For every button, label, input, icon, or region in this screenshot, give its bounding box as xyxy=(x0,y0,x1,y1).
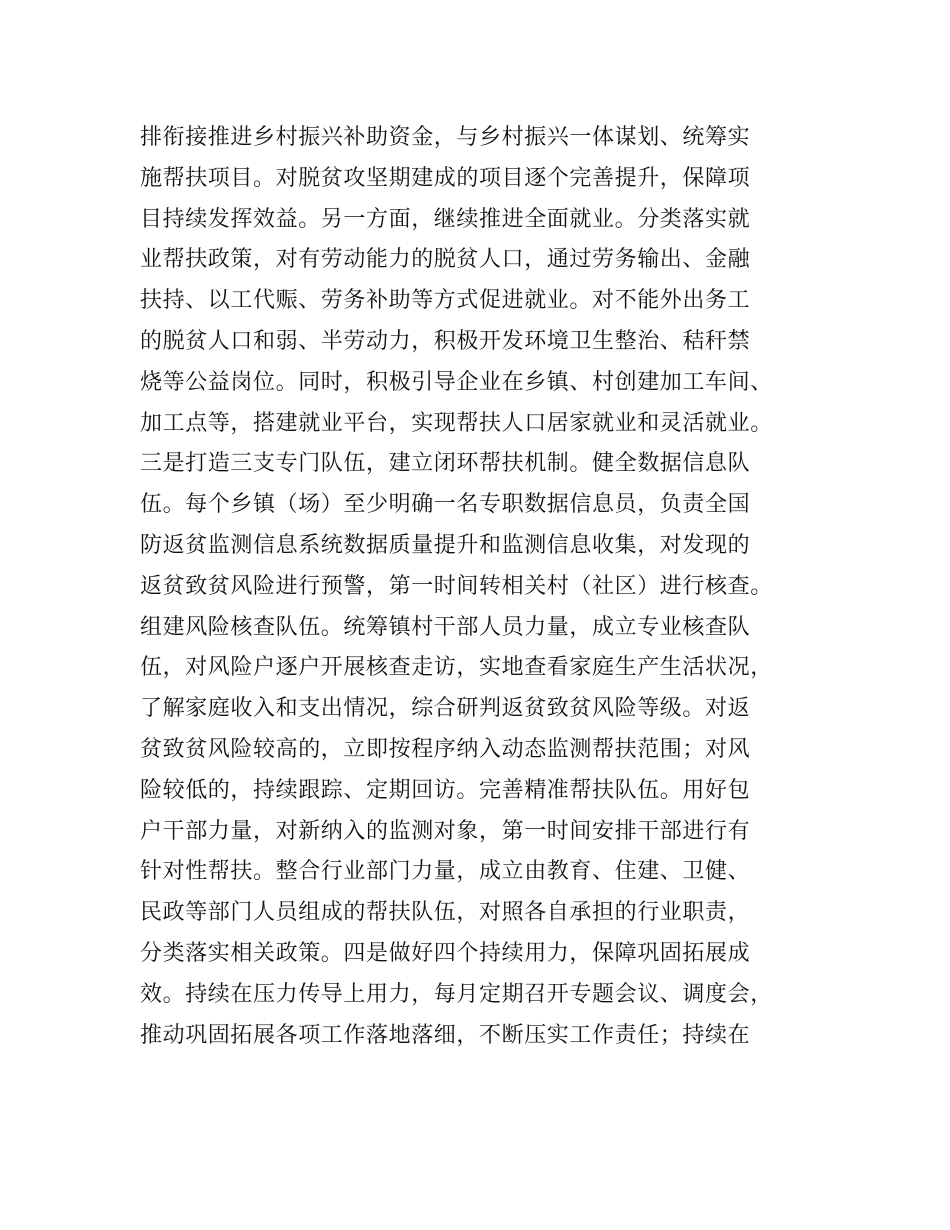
text-line: 加工点等，搭建就业平台，实现帮扶人口居家就业和灵活就业。 xyxy=(140,410,773,436)
text-line: 民政等部门人员组成的帮扶队伍，对照各自承担的行业职责， xyxy=(140,900,751,926)
text-line: 目持续发挥效益。另一方面，继续推进全面就业。分类落实就 xyxy=(140,206,751,232)
text-line: 效。持续在压力传导上用力，每月定期召开专题会议、调度会， xyxy=(140,981,773,1007)
text-line: 返贫致贫风险进行预警，第一时间转相关村（社区）进行核查。 xyxy=(140,573,773,599)
text-line: 扶持、以工代赈、劳务补助等方式促进就业。对不能外出务工 xyxy=(140,288,751,314)
text-line: 伍，对风险户逐户开展核查走访，实地查看家庭生产生活状况， xyxy=(140,655,773,681)
text-line: 排衔接推进乡村振兴补助资金，与乡村振兴一体谋划、统筹实 xyxy=(140,125,751,150)
text-line: 针对性帮扶。整合行业部门力量，成立由教育、住建、卫健、 xyxy=(140,859,751,885)
text-line: 推动巩固拓展各项工作落地落细，不断压实工作责任；持续在 xyxy=(140,1022,751,1048)
text-line: 防返贫监测信息系统数据质量提升和监测信息收集，对发现的 xyxy=(140,532,751,558)
text-line: 户干部力量，对新纳入的监测对象，第一时间安排干部进行有 xyxy=(140,818,751,844)
text-line: 烧等公益岗位。同时，积极引导企业在乡镇、村创建加工车间、 xyxy=(140,369,773,395)
text-line: 贫致贫风险较高的，立即按程序纳入动态监测帮扶范围；对风 xyxy=(140,736,751,762)
text-line: 的脱贫人口和弱、半劳动力，积极开发环境卫生整治、秸秆禁 xyxy=(140,328,751,354)
text-line: 险较低的，持续跟踪、定期回访。完善精准帮扶队伍。用好包 xyxy=(140,777,751,803)
text-line: 施帮扶项目。对脱贫攻坚期建成的项目逐个完善提升，保障项 xyxy=(140,165,751,191)
text-line: 分类落实相关政策。四是做好四个持续用力，保障巩固拓展成 xyxy=(140,940,751,966)
text-line: 组建风险核查队伍。统筹镇村干部人员力量，成立专业核查队 xyxy=(140,614,751,640)
text-line: 业帮扶政策，对有劳动能力的脱贫人口，通过劳务输出、金融 xyxy=(140,247,751,273)
body-text xyxy=(140,118,840,1056)
text-line: 伍。每个乡镇（场）至少明确一名专职数据信息员，负责全国 xyxy=(140,492,751,518)
text-line: 三是打造三支专门队伍，建立闭环帮扶机制。健全数据信息队 xyxy=(140,451,751,477)
text-line: 了解家庭收入和支出情况，综合研判返贫致贫风险等级。对返 xyxy=(140,696,751,722)
